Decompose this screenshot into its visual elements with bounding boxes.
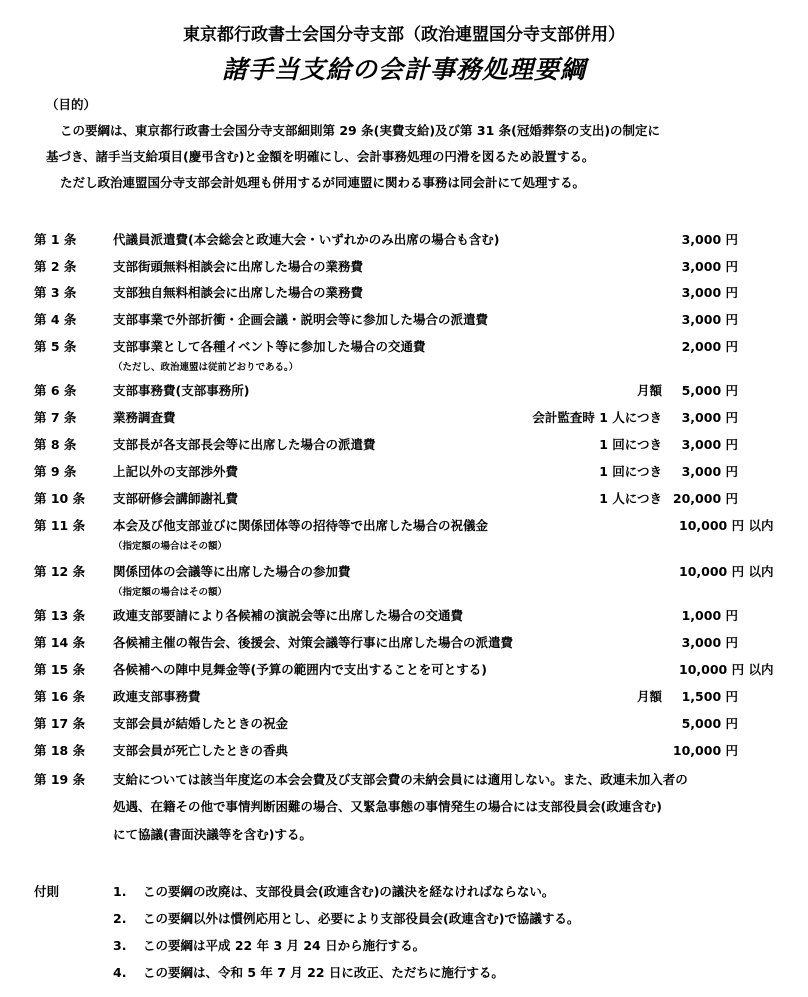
supplementary-item-number: 4. [113, 965, 127, 980]
article-text: 政連支部事務費 [113, 689, 201, 704]
article-text: 支部会員が結婚したときの祝金 [113, 716, 289, 731]
article-text: 支部事業として各種イベント等に参加した場合の交通費 [113, 339, 426, 354]
supplementary-item [113, 909, 579, 927]
article-text: 支部会員が死亡したときの香典 [113, 743, 289, 758]
article-condition: 1 人につき [599, 491, 662, 506]
article-number: 第 13 条 [34, 608, 86, 623]
article-number: 第 1 条 [34, 232, 77, 247]
article-text: 支部事務費(支部事務所) [113, 383, 250, 398]
supplementary-item [113, 963, 504, 981]
article-condition: 1 回につき [599, 464, 662, 479]
article-note: （指定額の場合はその額） [113, 587, 228, 598]
article-number: 第 4 条 [34, 312, 77, 327]
supplementary-item-text: この要綱の改廃は、支部役員会(政連含む)の議決を経なければならない。 [143, 884, 555, 899]
article-text: 本会及び他支部並びに関係団体等の招待等で出席した場合の祝儀金 [113, 518, 489, 533]
article-amount: 2,000 円 [681, 339, 738, 354]
article-number: 第 18 条 [34, 743, 86, 758]
article-number: 第 15 条 [34, 662, 86, 677]
article-text: 支部街頭無料相談会に出席した場合の業務費 [113, 259, 364, 274]
document-title-line2: 諸手当支給の会計事務処理要綱 [221, 55, 586, 84]
article-amount: 3,000 円 [681, 232, 738, 247]
article-amount: 3,000 円 [681, 437, 738, 452]
purpose-label: （目的） [46, 97, 97, 112]
article-19-line-3: にて協議(書面決議等を含む)する。 [113, 827, 312, 842]
article-number: 第 9 条 [34, 464, 77, 479]
article-text: 上記以外の支部渉外費 [113, 464, 239, 479]
article-text: 業務調査費 [113, 410, 176, 425]
purpose-line-3: ただし政治連盟国分寺支部会計処理も併用するが同連盟に関わる事務は同会計にて処理する。 [60, 175, 586, 190]
supplementary-item-number: 3. [113, 938, 127, 953]
article-amount: 3,000 円 [681, 635, 738, 650]
article-number: 第 6 条 [34, 383, 77, 398]
article-amount: 10,000 円 以内 [679, 662, 774, 677]
article-text: 支部独自無料相談会に出席した場合の業務費 [113, 285, 364, 300]
article-number: 第 2 条 [34, 259, 77, 274]
article-number: 第 19 条 [34, 772, 86, 787]
supplementary-item-text: この要綱は、令和 5 年 7 月 22 日に改正、ただちに施行する。 [143, 965, 504, 980]
article-amount: 3,000 円 [681, 259, 738, 274]
article-text: 関係団体の会議等に出席した場合の参加費 [113, 564, 351, 579]
article-amount: 1,000 円 [681, 608, 738, 623]
supplementary-item-number: 1. [113, 884, 127, 899]
article-amount: 5,000 円 [681, 716, 738, 731]
article-text: 政連支部要請により各候補の演説会等に出席した場合の交通費 [113, 608, 464, 623]
article-number: 第 10 条 [34, 491, 86, 506]
article-number: 第 14 条 [34, 635, 86, 650]
article-text: 支部研修会講師謝礼費 [113, 491, 239, 506]
article-amount: 3,000 円 [681, 312, 738, 327]
supplementary-item-text: この要綱は平成 22 年 3 月 24 日から施行する。 [143, 938, 426, 953]
article-amount: 3,000 円 [681, 410, 738, 425]
document-title-line1: 東京都行政書士会国分寺支部（政治連盟国分寺支部併用） [183, 25, 625, 45]
article-amount: 3,000 円 [681, 285, 738, 300]
article-amount: 1,500 円 [681, 689, 738, 704]
article-number: 第 7 条 [34, 410, 77, 425]
article-amount: 3,000 円 [681, 464, 738, 479]
article-condition: 月額 [636, 689, 662, 704]
article-number: 第 12 条 [34, 564, 86, 579]
article-number: 第 17 条 [34, 716, 86, 731]
purpose-line-2: 基づき、諸手当支給項目(慶弔含む)と金額を明確にし、会計事務処理の円滑を図るため設置する。 [46, 149, 595, 164]
article-condition: 1 回につき [599, 437, 662, 452]
article-amount: 5,000 円 [681, 383, 738, 398]
article-text: 各候補主催の報告会、後援会、対策会議等行事に出席した場合の派遣費 [113, 635, 514, 650]
supplementary-item [113, 882, 554, 900]
supplementary-label: 付則 [34, 884, 60, 899]
article-text: 支部事業で外部折衝・企画会議・説明会等に参加した場合の派遣費 [113, 312, 489, 327]
article-amount: 10,000 円 [672, 743, 738, 758]
article-note: （指定額の場合はその額） [113, 541, 228, 552]
article-number: 第 8 条 [34, 437, 77, 452]
article-text: 各候補への陣中見舞金等(予算の範囲内で支出することを可とする) [113, 662, 487, 677]
article-19-line-1: 支給については該当年度迄の本会会費及び支部会費の未納会員には適用しない。また、政連未加入者の [113, 772, 688, 787]
article-number: 第 5 条 [34, 339, 77, 354]
article-number: 第 11 条 [34, 518, 86, 533]
article-number: 第 3 条 [34, 285, 77, 300]
supplementary-item-number: 2. [113, 911, 127, 926]
supplementary-item [113, 936, 425, 954]
article-amount: 10,000 円 以内 [679, 564, 774, 579]
article-19-line-2: 処遇、在籍その他で事情判断困難の場合、又緊急事態の事情発生の場合には支部役員会(政連含む) [113, 799, 662, 814]
supplementary-item-text: この要綱以外は慣例応用とし、必要により支部役員会(政連含む)で協議する。 [143, 911, 580, 926]
purpose-line-1: この要綱は、東京都行政書士会国分寺支部細則第 29 条(実費支給)及び第 31 条(冠婚葬祭の支出)の制定に [60, 123, 661, 138]
article-condition: 月額 [636, 383, 662, 398]
article-number: 第 16 条 [34, 689, 86, 704]
article-amount: 10,000 円 以内 [679, 518, 774, 533]
article-amount: 20,000 円 [672, 491, 738, 506]
article-note: （ただし、政治連盟は従前どおりである。） [113, 362, 299, 373]
article-text: 支部長が各支部長会等に出席した場合の派遣費 [113, 437, 376, 452]
article-condition: 会計監査時 1 人につき [532, 410, 662, 425]
article-text: 代議員派遣費(本会総会と政連大会・いずれかのみ出席の場合も含む) [113, 232, 500, 247]
